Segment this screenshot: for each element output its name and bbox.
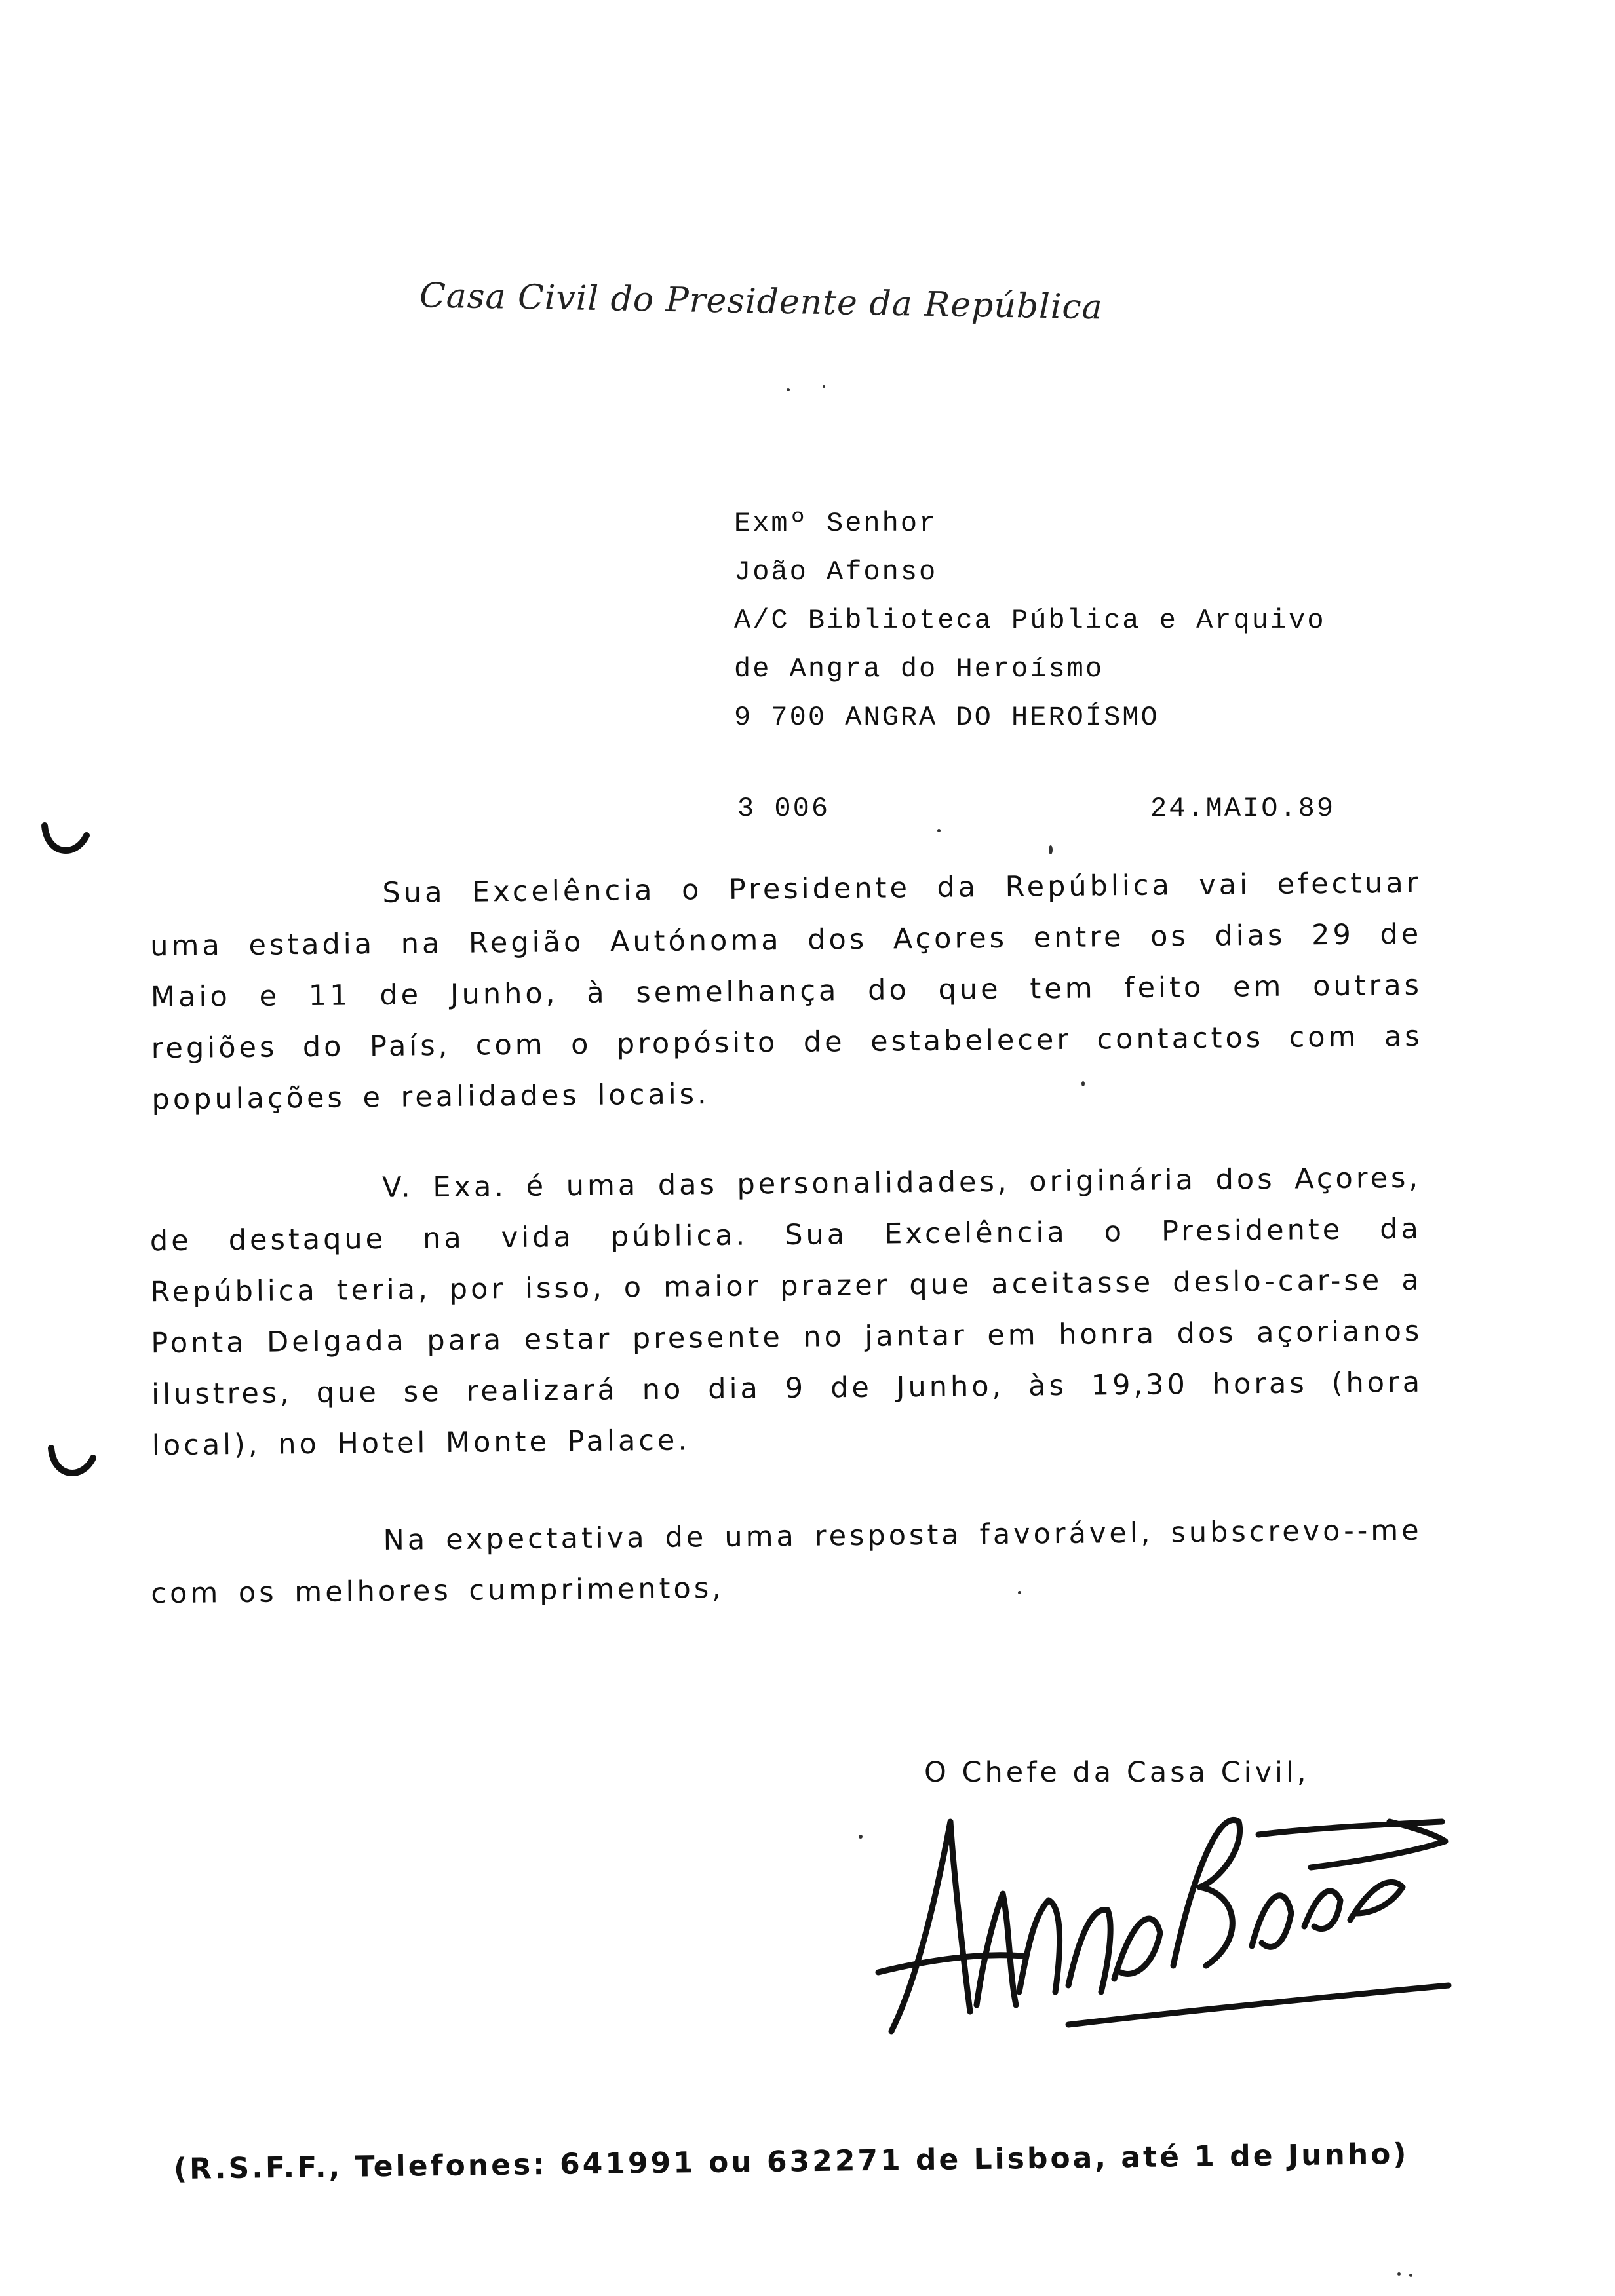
scan-speck (1018, 1591, 1021, 1594)
signature-closing: O Chefe da Casa Civil, (924, 1756, 1310, 1789)
recipient-line: A/C Biblioteca Pública e Arquivo (734, 605, 1326, 636)
punch-hole-mark (46, 1442, 98, 1487)
scan-speck (1397, 2272, 1401, 2276)
recipient-line: de Angra do Heroísmo (734, 653, 1104, 685)
body-paragraph-2 (149, 1153, 1424, 1472)
reference-number: 3 006 (737, 793, 830, 824)
scan-speck (1409, 2274, 1412, 2277)
body-paragraph-3 (150, 1505, 1422, 1620)
reference-date: 24.MAIO.89 (1150, 793, 1336, 824)
punch-hole-mark (39, 819, 92, 865)
scan-speck (823, 385, 825, 388)
recipient-line: João Afonso (734, 556, 938, 588)
scan-speck (1049, 845, 1053, 854)
paragraph-text: V. Exa. é uma das personalidades, originária dos Açores, de destaque na vida pública. Sua Excelência o Presidente da República teria, por isso, o maior prazer que aceitasse deslo-car-se a Ponta Delgada para estar presente no jantar em honra dos açorianos ilustres, que se realizará no dia 9 de Junho, às 19,30 horas (hora local), no Hotel Monte Palace. (149, 1161, 1424, 1463)
scan-speck (787, 388, 790, 391)
paragraph-text: Sua Excelência o Presidente da República vai efectuar uma estadia na Região Autónoma dos Açores entre os dias 29 de Maio e 11 de Junho, à semelhança do que tem feito em outras regiões do País, com o propósito de estabelecer contactos com as populações e realidades locais. (150, 866, 1423, 1117)
body-paragraph-1 (149, 858, 1424, 1126)
recipient-address (734, 499, 1455, 742)
scan-speck (859, 1835, 863, 1839)
footer-note: (R.S.F.F., Telefones: 641991 ou 632271 de Lisboa, até 1 de Junho) (173, 2137, 1409, 2186)
paragraph-text: Na expectativa de uma resposta favorável, subscrevo--me com os melhores cumprimentos, (151, 1514, 1422, 1611)
recipient-line: Exmº Senhor (734, 508, 938, 539)
scan-speck (1081, 1081, 1085, 1086)
letterhead-title: Casa Civil do Presidente da República (419, 276, 1104, 328)
scan-speck (937, 829, 941, 832)
handwritten-signature (852, 1795, 1455, 2044)
recipient-line: 9 700 ANGRA DO HEROÍSMO (734, 702, 1159, 733)
